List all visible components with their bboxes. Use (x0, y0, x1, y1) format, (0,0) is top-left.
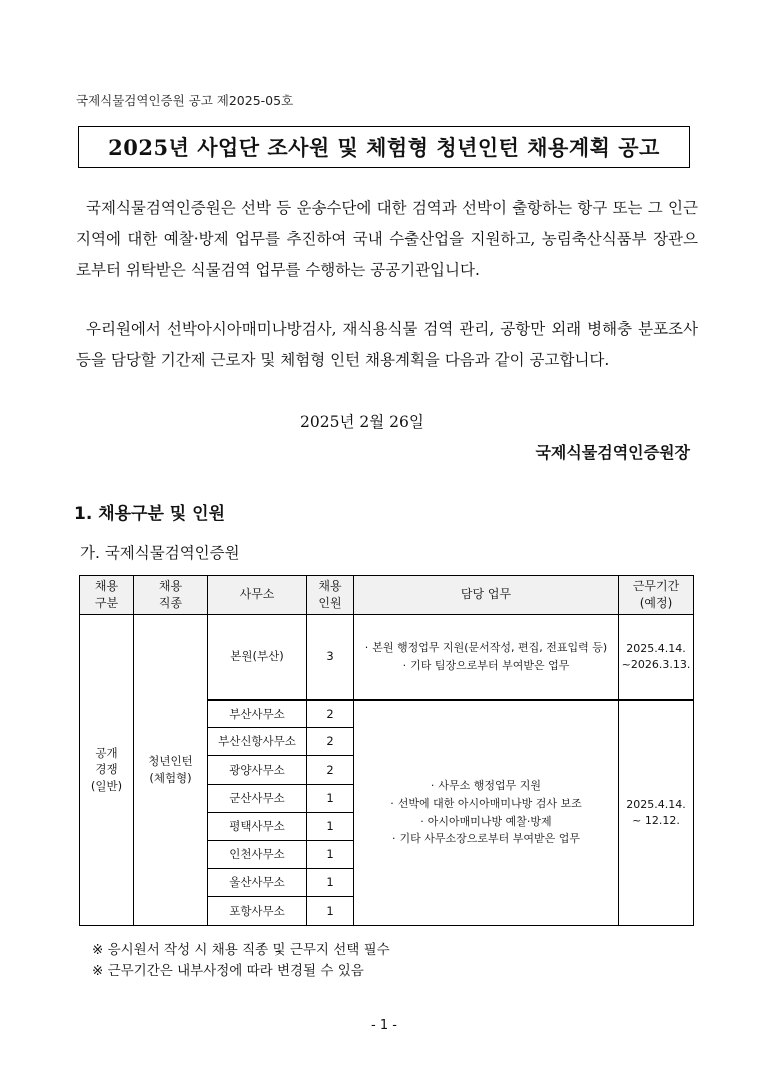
header-duties: 담당 업무 (354, 576, 619, 615)
count-cell: 2 (307, 700, 354, 728)
count-cell: 1 (307, 812, 354, 840)
count-cell: 1 (307, 869, 354, 897)
header-office: 사무소 (208, 576, 307, 615)
recruit-type-cell: 공개 경쟁 (일반) (80, 615, 134, 926)
header-period: 근무기간 (예정) (619, 576, 694, 615)
recruitment-table (79, 575, 694, 926)
duty-item: · 사무소 행정업무 지원 (430, 779, 542, 793)
office-cell: 인천사무소 (208, 840, 307, 868)
office-cell: 본원(부산) (208, 615, 307, 700)
signer: 국제식물검역인증원장 (535, 443, 690, 462)
header-count: 채용 인원 (307, 576, 354, 615)
subsection-title: 가. 국제식물검역인증원 (80, 544, 240, 562)
note-item: ※ 응시원서 작성 시 채용 직종 및 근무지 선택 필수 (92, 942, 390, 958)
header-type: 채용 구분 (80, 576, 134, 615)
duties-cell (354, 615, 619, 700)
duty-item: · 본원 행정업무 지원(문서작성, 편집, 전표입력 등) (364, 641, 608, 655)
table-header-row (80, 576, 694, 615)
count-cell: 3 (307, 615, 354, 700)
period-cell: 2025.4.14. ~2026.3.13. (619, 615, 694, 700)
section-title: 1. 채용구분 및 인원 (74, 504, 225, 524)
header-job: 채용 직종 (134, 576, 208, 615)
job-type-cell: 청년인턴 (체험형) (134, 615, 208, 926)
purpose-paragraph: 우리원에서 선박아시아매미나방검사, 재식용식물 검역 관리, 공항만 외래 병해충 분포조사 등을 담당할 기간제 근로자 및 체험형 인턴 채용계획을 다음과 같이 공고합니다. (76, 320, 698, 369)
count-cell: 1 (307, 784, 354, 812)
notes (92, 940, 390, 982)
count-cell: 2 (307, 728, 354, 756)
duty-item: · 아시아매미나방 예찰·방제 (420, 814, 552, 828)
duty-item: · 기타 사무소장으로부터 부여받은 업무 (391, 832, 580, 846)
note-item: ※ 근무기간은 내부사정에 따라 변경될 수 있음 (92, 963, 364, 979)
count-cell: 1 (307, 840, 354, 868)
notice-number: 국제식물검역인증원 공고 제2025-05호 (76, 93, 294, 108)
duty-item: · 기타 팀장으로부터 부여받은 업무 (402, 658, 570, 672)
duty-item: · 선박에 대한 아시아매미나방 검사 보조 (390, 796, 582, 810)
page-number: - 1 - (371, 1018, 397, 1033)
office-cell: 울산사무소 (208, 869, 307, 897)
office-cell: 군산사무소 (208, 784, 307, 812)
announcement-date: 2025년 2월 26일 (300, 413, 424, 431)
office-cell: 평택사무소 (208, 812, 307, 840)
office-cell: 포항사무소 (208, 897, 307, 925)
count-cell: 2 (307, 756, 354, 784)
office-cell: 광양사무소 (208, 756, 307, 784)
office-cell: 부산사무소 (208, 700, 307, 728)
intro-paragraph: 국제식물검역인증원은 선박 등 운송수단에 대한 검역과 선박이 출항하는 항구 또는 그 인근 지역에 대한 예찰·방제 업무를 추진하여 국내 수출산업을 지원하고, 농림축산식품부 장관으로부터 위탁받은 식물검역 업무를 수행하는 공공기관입니다. (76, 199, 698, 279)
table-row (80, 615, 694, 700)
duties-cell (354, 700, 619, 926)
office-cell: 부산신항사무소 (208, 728, 307, 756)
count-cell: 1 (307, 897, 354, 925)
period-cell: 2025.4.14. ~ 12.12. (619, 700, 694, 926)
document-title: 2025년 사업단 조사원 및 체험형 청년인턴 채용계획 공고 (78, 126, 690, 168)
